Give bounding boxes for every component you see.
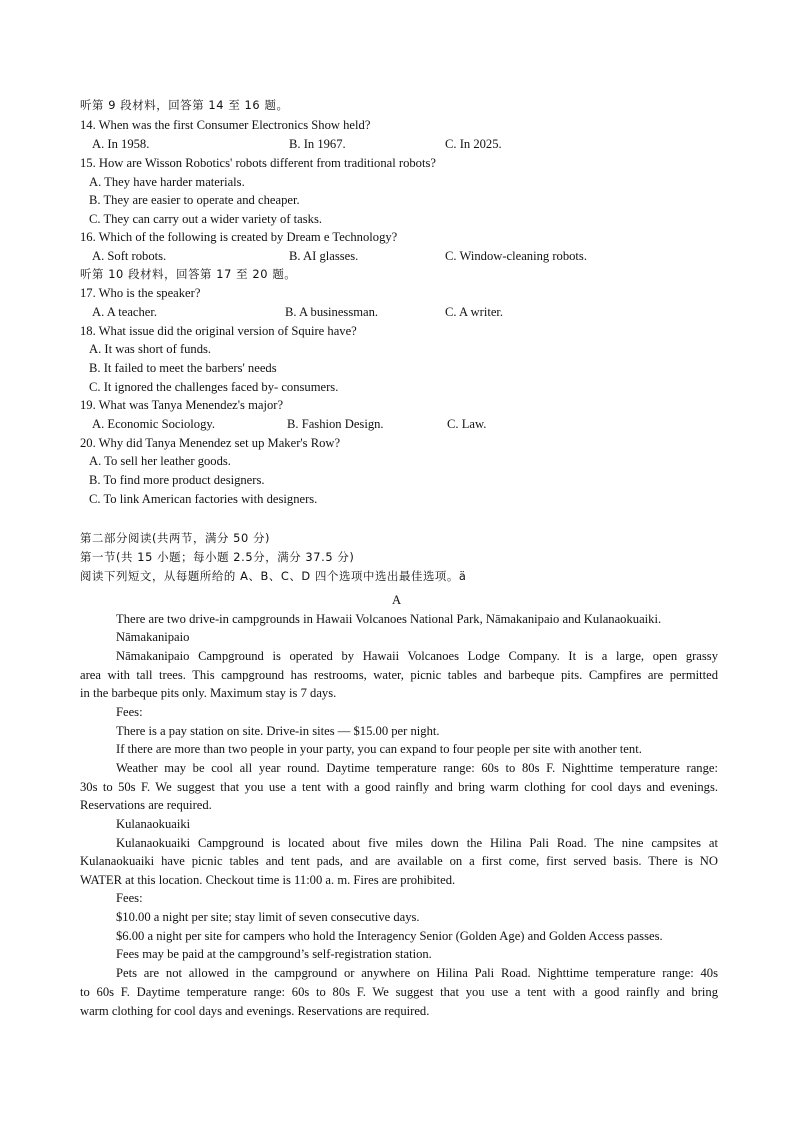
campground-2-description-line-3: WATER at this location. Checkout time is 11:00 a. m. Fires are prohibited.: [80, 873, 456, 887]
campground-2-pets-line-2: to 60s F. Daytime temperature range: 60s to 80s F. We suggest that you use a tent with a good rainfly and bring: [80, 985, 718, 999]
campground-1-fee-line-2: If there are more than two people in your party, you can expand to four people per site with another tent.: [116, 742, 642, 756]
question-15-option-a: A. They have harder materials.: [89, 175, 245, 189]
question-15-option-c: C. They can carry out a wider variety of tasks.: [89, 212, 323, 226]
section-9-heading: 听第 9 段材料，回答第 14 至 16 题。: [80, 98, 289, 112]
question-17-stem: 17. Who is the speaker?: [80, 286, 201, 300]
campground-2-description-line-1: Kulanaokuaiki Campground is located about five miles down the Hilina Pali Road. The nine campsites at: [116, 836, 718, 850]
campground-1-weather-line-1: Weather may be cool all year round. Daytime temperature range: 60s to 80s F. Nighttime temperature range:: [116, 761, 718, 775]
question-20-option-b: B. To find more product designers.: [89, 473, 265, 487]
question-16-option-c: C. Window-cleaning robots.: [445, 249, 587, 263]
question-19-option-a: A. Economic Sociology.: [92, 417, 216, 431]
campground-2-fee-line-3: Fees may be paid at the campground’s self-registration station.: [116, 947, 432, 961]
campground-2-fee-line-2: $6.00 a night per site for campers who hold the Interagency Senior (Golden Age) and Golden Access passes.: [116, 929, 663, 943]
campground-2-description-line-2: Kulanaokuaiki have picnic tables and tent pads, and are available on a first come, first served basis. There is NO: [80, 854, 718, 868]
question-18-option-c: C. It ignored the challenges faced by- consumers.: [89, 380, 339, 394]
passage-intro: There are two drive-in campgrounds in Hawaii Volcanoes National Park, Nāmakanipaio and Kulanaokuaiki.: [116, 612, 662, 626]
question-17-option-b: B. A businessman.: [285, 305, 379, 319]
question-14-option-c: C. In 2025.: [445, 137, 502, 151]
question-18-stem: 18. What issue did the original version of Squire have?: [80, 324, 357, 338]
campground-1-description-line-3: in the barbeque pits only. Maximum stay is 7 days.: [80, 686, 337, 700]
question-16-option-a: A. Soft robots.: [92, 249, 167, 263]
question-17-option-c: C. A writer.: [445, 305, 504, 319]
campground-1-weather-line-2: 30s to 50s F. We suggest that you use a tent with a good rainfly and bring warm clothing for cool days and evenings.: [80, 780, 718, 794]
campground-2-name: Kulanaokuaiki: [116, 817, 191, 831]
question-14-stem: 14. When was the first Consumer Electronics Show held?: [80, 118, 371, 132]
question-19-option-b: B. Fashion Design.: [287, 417, 384, 431]
question-16-stem: 16. Which of the following is created by Dream e Technology?: [80, 230, 398, 244]
section-1-heading: 第一节(共 15 小题；每小题 2.5分，满分 37.5 分): [80, 550, 355, 564]
reading-instructions: 阅读下列短文，从每题所给的 A、B、C、D 四个选项中选出最佳选项。ä: [80, 569, 467, 583]
campground-1-name: Nāmakanipaio: [116, 630, 190, 644]
question-19-option-c: C. Law.: [447, 417, 487, 431]
campground-1-description-line-2: area with tall trees. This campground has restrooms, water, picnic tables and barbeque pits. Campfires are permitted: [80, 668, 718, 682]
question-16-option-b: B. AI glasses.: [289, 249, 359, 263]
question-18-option-a: A. It was short of funds.: [89, 342, 212, 356]
campground-1-fee-line-1: There is a pay station on site. Drive-in sites — $15.00 per night.: [116, 724, 440, 738]
campground-2-fees-label: Fees:: [116, 891, 143, 905]
question-15-option-b: B. They are easier to operate and cheaper.: [89, 193, 300, 207]
question-19-stem: 19. What was Tanya Menendez's major?: [80, 398, 284, 412]
question-18-option-b: B. It failed to meet the barbers' needs: [89, 361, 277, 375]
question-20-option-c: C. To link American factories with designers.: [89, 492, 318, 506]
question-17-option-a: A. A teacher.: [92, 305, 158, 319]
passage-letter: A: [391, 593, 402, 607]
section-10-heading: 听第 10 段材料，回答第 17 至 20 题。: [80, 267, 297, 281]
question-20-option-a: A. To sell her leather goods.: [89, 454, 231, 468]
campground-1-weather-line-3: Reservations are required.: [80, 798, 212, 812]
campground-1-description-line-1: Nāmakanipaio Campground is operated by Hawaii Volcanoes Lodge Company. It is a large, open grassy: [116, 649, 718, 663]
question-15-stem: 15. How are Wisson Robotics' robots different from traditional robots?: [80, 156, 436, 170]
campground-2-fee-line-1: $10.00 a night per site; stay limit of seven consecutive days.: [116, 910, 420, 924]
campground-1-fees-label: Fees:: [116, 705, 143, 719]
question-14-option-a: A. In 1958.: [92, 137, 150, 151]
part-2-heading: 第二部分阅读(共两节，满分 50 分): [80, 531, 271, 545]
question-14-option-b: B. In 1967.: [289, 137, 346, 151]
campground-2-pets-line-1: Pets are not allowed in the campground or anywhere on Hilina Pali Road. Nighttime temperature range: 40s: [116, 966, 718, 980]
campground-2-pets-line-3: warm clothing for cool days and evenings. Reservations are required.: [80, 1004, 430, 1018]
question-20-stem: 20. Why did Tanya Menendez set up Maker's Row?: [80, 436, 341, 450]
